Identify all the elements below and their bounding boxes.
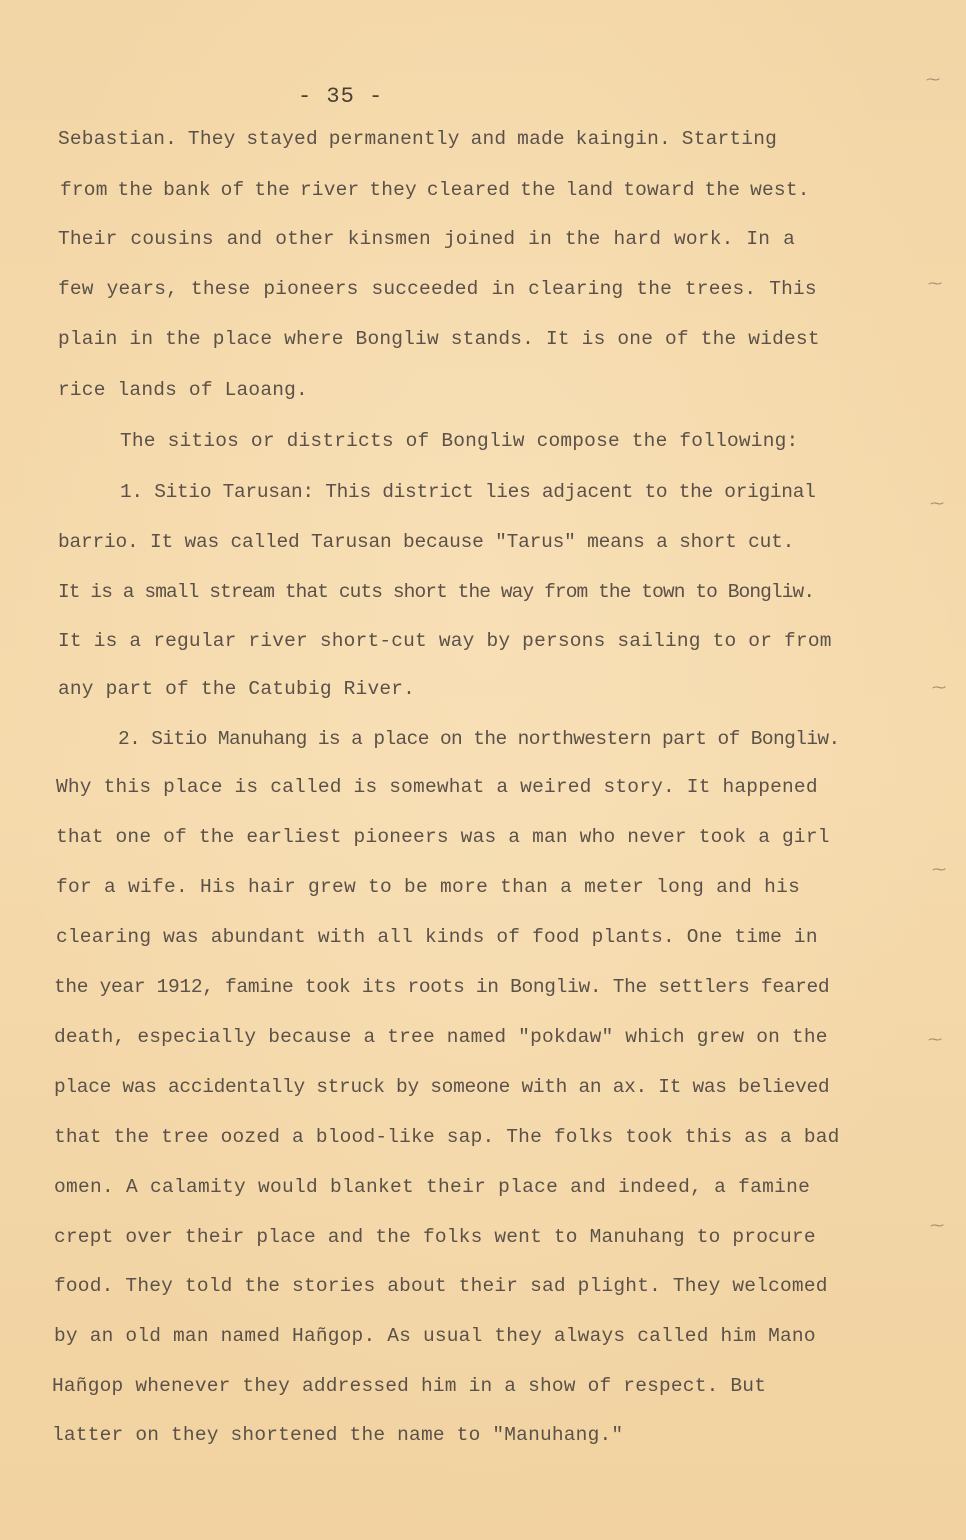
margin-mark-2: ⁓	[928, 276, 942, 292]
text-line-14: Why this place is called is somewhat a weired story. It happened	[56, 776, 818, 798]
text-line-1: Sebastian. They stayed permanently and made kaingin. Starting	[58, 128, 778, 150]
text-line-10: It is a small stream that cuts short the way from the town to Bongliw.	[58, 581, 815, 603]
text-line-6: rice lands of Laoang.	[58, 379, 308, 401]
text-line-24: food. They told the stories about their sad plight. They welcomed	[54, 1275, 828, 1297]
text-line-18: the year 1912, famine took its roots in Bongliw. The settlers feared	[54, 976, 830, 998]
margin-mark-6: ⁓	[928, 1032, 942, 1048]
margin-mark-7: ⁓	[930, 1218, 944, 1234]
text-line-15: that one of the earliest pioneers was a man who never took a girl	[56, 826, 830, 848]
text-line-26: Hañgop whenever they addressed him in a show of respect. But	[52, 1375, 767, 1397]
text-line-21: that the tree oozed a blood-like sap. The folks took this as a bad	[54, 1126, 840, 1148]
text-line-3: Their cousins and other kinsmen joined in the hard work. In a	[58, 228, 796, 250]
text-line-7: The sitios or districts of Bongliw compose the following:	[120, 430, 799, 452]
page-number: - 35 -	[298, 84, 384, 109]
margin-mark-4: ⁓	[932, 680, 946, 696]
text-line-17: clearing was abundant with all kinds of food plants. One time in	[56, 926, 818, 948]
text-line-27: latter on they shortened the name to "Manuhang."	[52, 1424, 624, 1446]
text-line-5: plain in the place where Bongliw stands. It is one of the widest	[58, 328, 820, 350]
text-line-25: by an old man named Hañgop. As usual they always called him Mano	[54, 1325, 816, 1347]
margin-mark-1: ⁓	[926, 72, 940, 88]
text-line-20: place was accidentally struck by someone with an ax. It was believed	[54, 1076, 830, 1098]
text-line-4: few years, these pioneers succeeded in clearing the trees. This	[58, 278, 817, 300]
text-line-22: omen. A calamity would blanket their place and indeed, a famine	[54, 1176, 811, 1198]
margin-mark-5: ⁓	[932, 862, 946, 878]
text-line-2: from the bank of the river they cleared the land toward the west.	[60, 179, 810, 201]
text-line-16: for a wife. His hair grew to be more than a meter long and his	[56, 876, 801, 898]
margin-mark-3: ⁓	[930, 496, 944, 512]
text-line-13: 2. Sitio Manuhang is a place on the northwestern part of Bongliw.	[118, 728, 840, 750]
text-line-12: any part of the Catubig River.	[58, 678, 416, 700]
text-line-11: It is a regular river short-cut way by persons sailing to or from	[58, 630, 832, 652]
text-line-9: barrio. It was called Tarusan because "Tarus" means a short cut.	[58, 531, 795, 553]
text-line-19: death, especially because a tree named "pokdaw" which grew on the	[54, 1026, 828, 1048]
text-line-23: crept over their place and the folks went to Manuhang to procure	[54, 1226, 816, 1248]
text-line-8: 1. Sitio Tarusan: This district lies adjacent to the original	[120, 481, 816, 503]
